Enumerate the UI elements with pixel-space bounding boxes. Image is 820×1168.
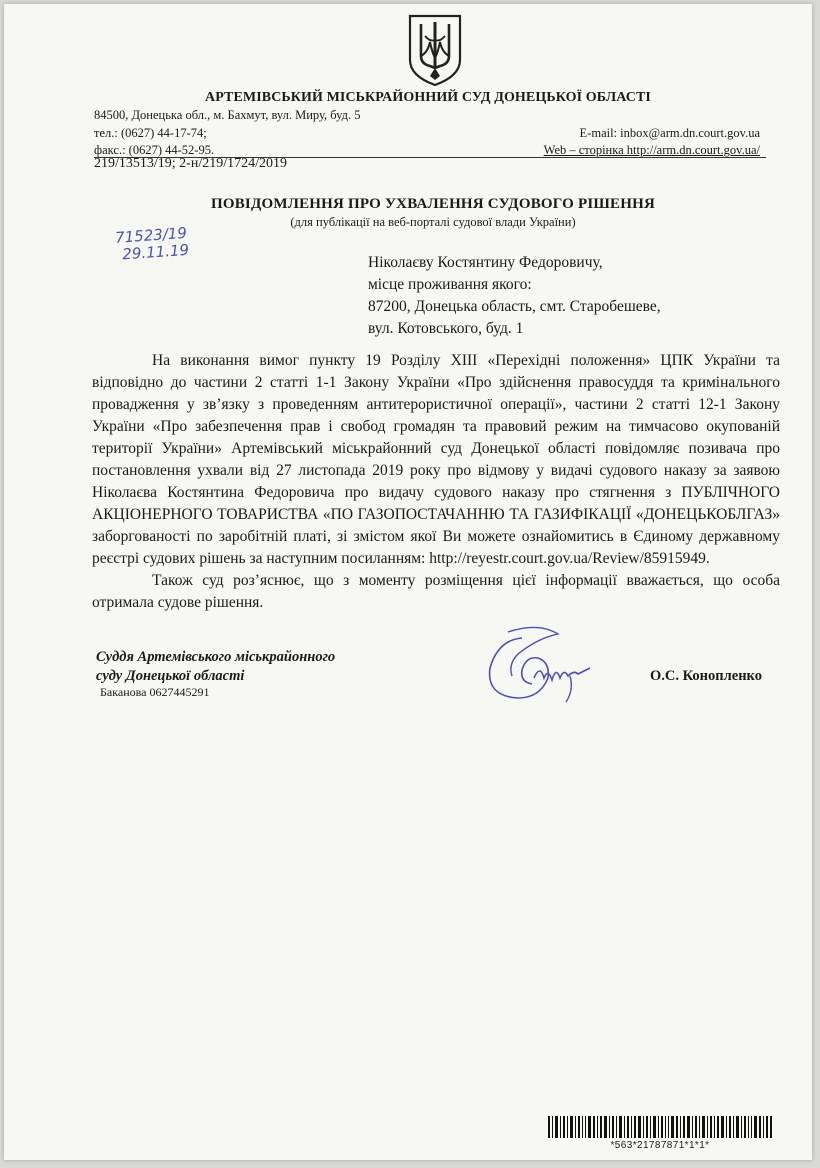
registration-date: 29.11.19 bbox=[121, 240, 190, 264]
court-email: E-mail: inbox@arm.dn.court.gov.ua bbox=[579, 126, 760, 140]
judge-name: О.С. Конопленко bbox=[650, 668, 762, 684]
recipient-address-line2: вул. Котовського, буд. 1 bbox=[368, 320, 524, 337]
notice-paragraph-1: На виконання вимог пункту 19 Розділу XIII «Перехідні положення» ЦПК України та відповідно до частини 2 статті 1-1 Закону України «Про здійснення правосуддя та кримінального провадження у зв’язку з проведенням антитерористичної операції», частини 2 статті 12-1 Закону України «Про забезпечення прав і свобод громадян та правовий режим на тимчасово окупованій території України» Артемівський міськрайонний суд Донецької області повідомляє позивача про постановлення ухвали від 27 листопада 2019 року про відмову у видачі судового наказу за заявою Ніколаєва Костянтина Федоровича про видачу судового наказу про стягнення з ПУБЛІЧНОГО АКЦІОНЕРНОГО ТОВАРИСТВА «ПО ГАЗОПОСТАЧАННЮ ТА ГАЗИФІКАЦІЇ «ДОНЕЦЬКОБЛГАЗ» заборгованості по заробітній платі, зі змістом якої Ви можете ознайомитись в Єдиному державному реєстрі судових рішень за наступним посиланням: http://reyestr.court.gov.ua/Review/85915949. bbox=[92, 352, 780, 567]
recipient-address-line1: 87200, Донецька область, смт. Старобешеве, bbox=[368, 298, 661, 315]
court-website-link[interactable]: Web – сторінка http://arm.dn.court.gov.ua/ bbox=[543, 143, 760, 157]
document-subtitle: (для публікації на веб-порталі судової влади України) bbox=[290, 215, 576, 229]
case-number: 219/13513/19; 2-н/219/1724/2019 bbox=[94, 156, 287, 171]
handwritten-signature bbox=[478, 618, 598, 708]
recipient-name: Ніколаєву Костянтину Федоровичу, bbox=[368, 254, 603, 271]
document-page bbox=[4, 4, 812, 1160]
court-fax: факс.: (0627) 44-52-95. bbox=[94, 143, 215, 157]
executor-contact: Баканова 0627445291 bbox=[100, 685, 210, 699]
registration-number: 71523/19 bbox=[114, 223, 188, 247]
barcode-number: *563*21787871*1*1* bbox=[610, 1140, 710, 1151]
judge-position bbox=[96, 648, 335, 686]
judge-position-line1: Суддя Артемівського міськрайонного bbox=[96, 649, 336, 665]
coat-of-arms-icon bbox=[406, 12, 464, 88]
judge-position-line2: суду Донецької області bbox=[96, 668, 245, 684]
court-phone: тел.: (0627) 44-17-74; bbox=[94, 126, 207, 140]
recipient-residence-label: місце проживання якого: bbox=[368, 276, 532, 293]
court-name: АРТЕМІВСЬКИЙ МІСЬКРАЙОННИЙ СУД ДОНЕЦЬКОЇ ОБЛАСТІ bbox=[205, 90, 651, 105]
notice-paragraph-2: Також суд роз’яснює, що з моменту розміщення цієї інформації вважається, що особа отримала судове рішення. bbox=[92, 572, 780, 611]
document-title: ПОВІДОМЛЕННЯ ПРО УХВАЛЕННЯ СУДОВОГО РІШЕННЯ bbox=[210, 196, 656, 212]
court-address: 84500, Донецька обл., м. Бахмут, вул. Миру, буд. 5 bbox=[94, 108, 361, 122]
recipient-block bbox=[368, 252, 661, 340]
barcode bbox=[548, 1116, 772, 1138]
notice-body bbox=[92, 350, 780, 614]
registration-stamp bbox=[115, 222, 228, 274]
